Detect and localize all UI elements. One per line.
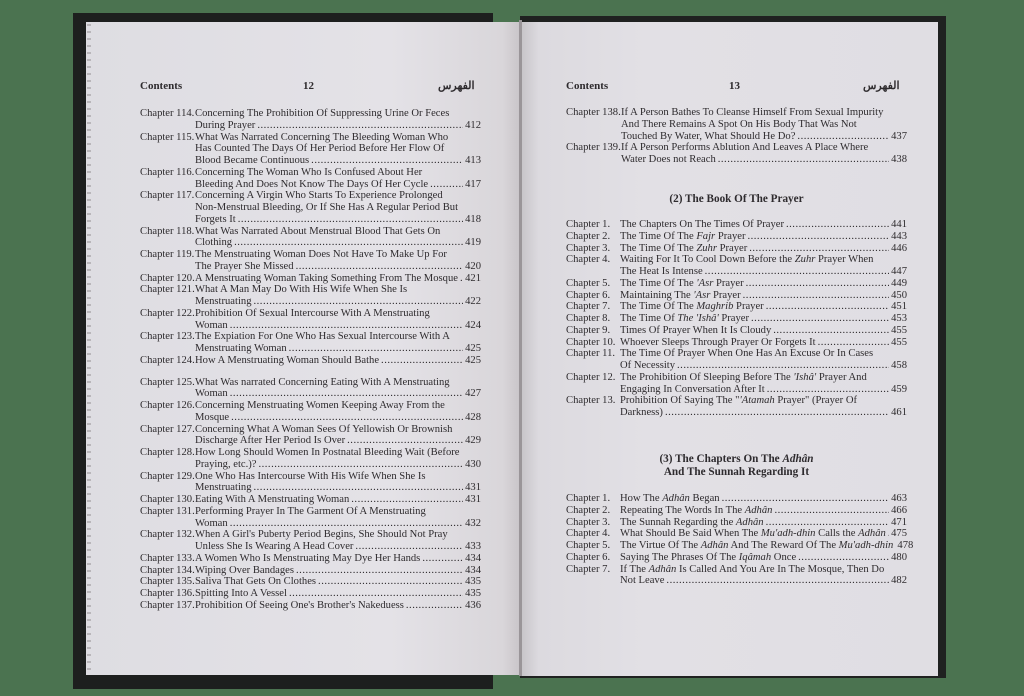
chapter-title-line: What Was Narrated Concerning The Bleeding Woman Who — [195, 131, 449, 143]
chapter-label: Chapter 124. — [140, 354, 195, 366]
toc-entry — [566, 325, 907, 337]
page-number: 420 — [465, 260, 481, 272]
leader-dots — [406, 600, 463, 612]
chapter-label: Chapter 114. — [140, 108, 195, 119]
toc-entry — [566, 254, 907, 278]
chapter-title-line: How A Menstruating Woman Should Bathe — [195, 354, 380, 366]
page-number: 434 — [465, 552, 481, 564]
chapter-label: Chapter 132. — [140, 529, 195, 541]
chapter-label: Chapter 128. — [140, 447, 195, 458]
chapter-label: Chapter 137. — [140, 599, 195, 611]
chapter-title-line: If A Person Bathes To Cleanse Himself From Sexual Impurity — [621, 107, 884, 118]
page-number: 471 — [891, 516, 907, 528]
page-number: 438 — [891, 154, 907, 165]
toc-entry — [140, 167, 481, 191]
page-number: 443 — [891, 230, 907, 242]
toc-entry — [566, 142, 907, 166]
page-number: 429 — [465, 435, 481, 447]
left-toc-list — [140, 108, 481, 612]
leader-dots — [254, 482, 464, 494]
chapter-title-line: The Prohibition Of Sleeping Before The 'Ishâ' Prayer And — [620, 371, 867, 383]
chapter-title-line: How The Adhân Began — [620, 493, 720, 504]
toc-entry — [140, 132, 481, 167]
page-number: 482 — [891, 575, 907, 587]
chapter-label: Chapter 133. — [140, 552, 195, 564]
chapter-title-line: How Long Should Women In Postnatal Bleeding Wait (Before — [195, 447, 460, 458]
toc-entry — [566, 290, 907, 302]
toc-entry — [140, 308, 481, 332]
chapter-label: Chapter 5. — [566, 540, 611, 551]
toc-entry — [140, 424, 481, 448]
leader-dots — [766, 517, 889, 529]
chapter-title-line: Spitting Into A Vessel — [195, 588, 287, 599]
leader-dots — [749, 243, 889, 255]
leader-dots — [746, 278, 889, 290]
right-header-arabic-title: الفهرس — [863, 80, 900, 92]
toc-entry — [140, 108, 481, 132]
chapter-title-line: If A Person Performs Ablution And Leaves A Place Where — [621, 142, 869, 154]
chapter-label: Chapter 116. — [140, 166, 195, 178]
chapter-label: Chapter 118. — [140, 225, 195, 237]
toc-entry — [140, 494, 481, 506]
chapter-title-line: The Prayer She Missed — [195, 260, 294, 272]
chapter-title-line: Saying The Phrases Of The Iqâmah Once — [620, 551, 797, 563]
chapter-label: Chapter 119. — [140, 249, 195, 260]
chapter-title-line: Touched By Water, What Should He Do? — [621, 130, 796, 142]
chapter-label: Chapter 135. — [140, 576, 195, 588]
section3-toc-list — [566, 493, 914, 587]
leader-dots — [422, 553, 463, 565]
page-number: 422 — [465, 296, 481, 307]
chapter-title-line: Performing Prayer In The Garment Of A Menstruating — [195, 505, 426, 517]
page-number: 461 — [891, 407, 907, 418]
leader-dots — [797, 131, 889, 143]
chapter-label: Chapter 3. — [566, 516, 611, 528]
page-number: 413 — [465, 155, 481, 166]
toc-entry — [140, 377, 481, 401]
page-number: 428 — [465, 411, 481, 423]
toc-entry — [140, 553, 481, 565]
toc-entry — [566, 243, 907, 255]
toc-entry — [566, 301, 907, 313]
toc-entry — [140, 355, 481, 367]
toc-entry — [566, 219, 907, 231]
page-number: 458 — [891, 360, 907, 371]
chapter-label: Chapter 131. — [140, 505, 195, 517]
toc-entry — [140, 471, 481, 495]
chapter-title-line: The Time Of Prayer When One Has An Excuse Or In Cases — [620, 348, 874, 360]
chapter-title-line: If The Adhân Is Called And You Are In The Mosque, Then Do — [620, 563, 885, 575]
chapter-title-line: During Prayer — [195, 119, 256, 131]
chapter-title-line: What Should Be Said When The Mu'adh-dhin Calls the Adhân — [620, 528, 886, 540]
leader-dots — [718, 154, 889, 166]
leader-dots — [722, 493, 889, 505]
leader-dots — [230, 320, 463, 332]
chapter-title-line: The Chapters On The Times Of Prayer — [620, 219, 784, 230]
chapter-title-line: Prohibition Of Sexual Intercourse With A Menstruating — [195, 307, 430, 319]
page-number: 466 — [891, 504, 907, 516]
chapter-title-line: Prohibition Of Saying The "'Atamah Prayer" (Prayer Of — [620, 395, 857, 407]
left-header-page-number: 12 — [303, 80, 314, 92]
leader-dots — [666, 575, 889, 587]
leader-dots — [351, 494, 463, 506]
chapter-label: Chapter 7. — [566, 563, 611, 575]
page-number: 451 — [891, 301, 907, 313]
page-number: 455 — [891, 324, 907, 336]
chapter-title-line: Whoever Sleeps Through Prayer Or Forgets It — [620, 336, 816, 348]
chapter-title-line: One Who Has Intercourse With His Wife When She Is — [195, 470, 426, 482]
toc-entry — [566, 278, 907, 290]
leader-dots — [318, 576, 463, 588]
chapter-title-line: The Time Of The Maghrib Prayer — [620, 301, 764, 313]
leader-dots — [238, 214, 463, 226]
chapter-label: Chapter 7. — [566, 301, 611, 313]
chapter-label: Chapter 6. — [566, 551, 611, 563]
leader-dots — [381, 355, 463, 367]
chapter-title-line: A Menstruating Woman Taking Something From The Mosque — [195, 272, 458, 284]
chapter-title-line: Concerning Menstruating Women Keeping Away From the — [195, 400, 445, 411]
toc-entry — [566, 231, 907, 243]
page-edge-binding — [87, 24, 91, 674]
chapter-title-line: The Time Of The 'Ishâ' Prayer — [620, 313, 750, 324]
page-number: 430 — [465, 458, 481, 470]
leader-dots — [798, 552, 889, 564]
section2-toc-list — [566, 219, 907, 419]
leader-dots — [665, 407, 889, 419]
toc-entry — [566, 493, 907, 505]
chapter-label: Chapter 10. — [566, 336, 616, 348]
chapter-label: Chapter 127. — [140, 423, 195, 435]
toc-entry — [140, 529, 481, 553]
chapter-title-line: Menstruating — [195, 296, 252, 307]
chapter-title-line: Woman — [195, 517, 228, 529]
chapter-label: Chapter 125. — [140, 376, 195, 388]
leader-dots — [774, 505, 889, 517]
chapter-title-line: The Time Of The 'Asr Prayer — [620, 277, 744, 289]
chapter-label: Chapter 126. — [140, 400, 195, 411]
chapter-title-line: Darkness) — [620, 407, 663, 418]
chapter-label: Chapter 6. — [566, 289, 611, 301]
chapter-label: Chapter 2. — [566, 504, 611, 516]
chapter-title-line: Bleeding And Does Not Know The Days Of Her Cycle — [195, 178, 429, 190]
chapter-title-line: Woman — [195, 388, 228, 400]
chapter-label: Chapter 138. — [566, 107, 621, 118]
page-number: 480 — [891, 551, 907, 563]
chapter-title-line: Saliva That Gets On Clothes — [195, 576, 317, 588]
chapter-label: Chapter 9. — [566, 324, 611, 336]
page-number: 417 — [465, 178, 481, 190]
leader-dots — [254, 296, 464, 308]
toc-entry — [140, 447, 481, 471]
leader-dots — [705, 266, 889, 278]
toc-entry — [566, 372, 907, 396]
chapter-label: Chapter 120. — [140, 272, 195, 284]
chapter-title-line: Wiping Over Bandages — [195, 564, 295, 576]
left-header-arabic-title: الفهرس — [438, 80, 475, 92]
toc-entry — [140, 588, 481, 600]
toc-entry — [566, 517, 907, 529]
chapter-label: Chapter 129. — [140, 470, 195, 482]
book-gutter — [519, 20, 522, 676]
chapter-label: Chapter 130. — [140, 494, 195, 505]
section-title-line2: And The Sunnah Regarding It — [663, 466, 810, 478]
chapter-title-line: Woman — [195, 319, 228, 331]
page-number: 424 — [465, 319, 481, 331]
leader-dots — [257, 120, 463, 132]
leader-dots — [460, 273, 463, 285]
leader-dots — [296, 261, 463, 273]
toc-entry — [140, 284, 481, 308]
chapter-title-line: The Heat Is Intense — [620, 266, 703, 277]
toc-entry — [566, 505, 907, 517]
chapter-label: Chapter 8. — [566, 313, 611, 324]
toc-entry — [140, 249, 481, 273]
chapter-title-line: The Virtue Of The Adhân And The Reward Of The Mu'adh-dhin — [620, 540, 894, 551]
chapter-title-line: Menstruating — [195, 482, 252, 494]
chapter-label: Chapter 134. — [140, 564, 195, 576]
chapter-title-line: Waiting For It To Cool Down Before the Zuhr Prayer When — [620, 254, 874, 266]
chapter-title-line: The Expiation For One Who Has Sexual Intercourse With A — [195, 331, 450, 343]
toc-entry — [140, 190, 481, 225]
leader-dots — [296, 565, 463, 577]
page-number: 412 — [465, 119, 481, 131]
chapter-title-line: Forgets It — [195, 213, 236, 225]
chapter-title-line: What A Man May Do With His Wife When She Is — [195, 284, 408, 296]
toc-entry — [566, 552, 907, 564]
leader-dots — [743, 290, 889, 302]
page-number: 431 — [465, 482, 481, 494]
page-number: 434 — [465, 564, 481, 576]
page-number: 475 — [891, 528, 907, 540]
chapter-label: Chapter 1. — [566, 493, 611, 504]
leader-dots — [786, 219, 889, 231]
chapter-label: Chapter 13. — [566, 395, 616, 407]
page-number: 433 — [465, 541, 481, 552]
leader-dots — [430, 179, 463, 191]
toc-entry — [566, 313, 907, 325]
chapter-label: Chapter 139. — [566, 142, 621, 154]
chapter-label: Chapter 11. — [566, 348, 616, 360]
leader-dots — [234, 237, 463, 249]
right-toc-carryover — [566, 107, 907, 166]
leader-dots — [289, 343, 463, 355]
leader-dots — [751, 313, 889, 325]
chapter-title-line: Unless She Is Wearing A Head Cover — [195, 541, 354, 552]
chapter-label: Chapter 115. — [140, 131, 195, 143]
section-title-adhan — [566, 453, 907, 479]
chapter-label: Chapter 2. — [566, 230, 611, 242]
chapter-title-line: The Time Of The Fajr Prayer — [620, 230, 746, 242]
chapter-title-line: Maintaining The 'Asr Prayer — [620, 289, 741, 301]
chapter-title-line: Clothing — [195, 237, 233, 249]
page-number: 463 — [891, 493, 907, 504]
page-number: 447 — [891, 266, 907, 277]
page-number: 441 — [891, 219, 907, 230]
chapter-title-line: Blood Became Continuous — [195, 155, 310, 166]
chapter-label: Chapter 5. — [566, 277, 611, 289]
leader-dots — [677, 360, 889, 372]
chapter-label: Chapter 12. — [566, 371, 616, 383]
toc-entry — [566, 348, 907, 372]
toc-entry — [140, 565, 481, 577]
page-number: 419 — [465, 237, 481, 249]
spacer — [140, 367, 481, 377]
leader-dots — [230, 518, 463, 530]
page-number: 421 — [465, 272, 481, 284]
leader-dots — [888, 528, 889, 540]
page-number: 459 — [891, 383, 907, 395]
page-number: 455 — [891, 336, 907, 348]
chapter-title-line: When A Girl's Puberty Period Begins, She Should Not Pray — [195, 529, 448, 541]
chapter-title-line: A Women Who Is Menstruating May Dye Her Hands — [195, 552, 421, 564]
page-number: 418 — [465, 213, 481, 225]
chapter-title-line: Concerning The Woman Who Is Confused About Her — [195, 166, 423, 178]
chapter-label: Chapter 4. — [566, 528, 611, 540]
chapter-title-line: What Was narrated Concerning Eating With A Menstruating — [195, 376, 450, 388]
chapter-title-line: Concerning A Virgin Who Starts To Experience Prolonged — [195, 190, 443, 202]
chapter-title-line: Concerning What A Woman Sees Of Yellowish Or Brownish — [195, 423, 453, 435]
page-number: 446 — [891, 242, 907, 254]
leader-dots — [747, 231, 889, 243]
chapter-title-line: Of Necessity — [620, 360, 676, 371]
leader-dots — [773, 325, 889, 337]
page-number: 436 — [465, 599, 481, 611]
chapter-title-line: Non-Menstrual Bleeding, Or If She Has A Regular Period But — [195, 202, 459, 213]
leader-dots — [767, 384, 889, 396]
page-number: 435 — [465, 576, 481, 588]
toc-entry — [140, 273, 481, 285]
leader-dots — [230, 388, 463, 400]
chapter-title-line: Has Counted The Days Of Her Period Before Her Flow Of — [195, 143, 445, 155]
chapter-title-line: Repeating The Words In The Adhân — [620, 504, 773, 516]
page-number: 453 — [891, 313, 907, 324]
toc-entry — [140, 506, 481, 530]
toc-entry — [140, 400, 481, 424]
chapter-title-line: Prohibition Of Seeing One's Brother's Nakeduess — [195, 599, 404, 611]
toc-entry — [140, 331, 481, 355]
page-number: 425 — [465, 343, 481, 354]
toc-entry — [566, 395, 907, 419]
section-title-book-of-prayer: (2) The Book Of The Prayer — [669, 193, 804, 205]
toc-entry — [566, 528, 907, 540]
chapter-title-line: Menstruating Woman — [195, 343, 287, 354]
chapter-label: Chapter 4. — [566, 254, 611, 266]
toc-entry — [566, 337, 907, 349]
toc-entry — [566, 107, 907, 142]
chapter-label: Chapter 121. — [140, 284, 195, 296]
chapter-title-line: Concerning The Prohibition Of Suppressing Urine Or Feces — [195, 108, 450, 119]
chapter-label: Chapter 123. — [140, 331, 195, 343]
leader-dots — [347, 435, 463, 447]
section-title-line1: (3) The Chapters On The Adhân — [659, 453, 814, 465]
chapter-title-line: The Menstruating Woman Does Not Have To Make Up For — [195, 249, 447, 260]
chapter-title-line: The Sunnah Regarding the Adhân — [620, 516, 764, 528]
chapter-label: Chapter 117. — [140, 190, 195, 202]
chapter-title-line: Mosque — [195, 411, 230, 423]
leader-dots — [818, 337, 889, 349]
page-number: 437 — [891, 130, 907, 142]
leader-dots — [311, 155, 463, 167]
page-number: 478 — [897, 540, 914, 551]
chapter-title-line: The Time Of The Zuhr Prayer — [620, 242, 748, 254]
leader-dots — [766, 301, 889, 313]
chapter-title-line: What Was Narrated About Menstrual Blood That Gets On — [195, 225, 441, 237]
leader-dots — [231, 412, 463, 424]
chapter-title-line: Water Does not Reach — [621, 154, 716, 165]
page-number: 432 — [465, 517, 481, 529]
leader-dots — [355, 541, 463, 553]
chapter-title-line: And There Remains A Spot On His Body That Was Not — [621, 118, 857, 130]
chapter-title-line: Discharge After Her Period Is Over — [195, 435, 346, 447]
chapter-label: Chapter 3. — [566, 242, 611, 254]
page-number: 435 — [465, 588, 481, 599]
chapter-label: Chapter 1. — [566, 219, 611, 230]
page-number: 450 — [891, 289, 907, 301]
leader-dots — [289, 588, 463, 600]
toc-entry — [140, 226, 481, 250]
toc-entry — [566, 564, 907, 588]
chapter-title-line: Times Of Prayer When It Is Cloudy — [620, 324, 772, 336]
chapter-label: Chapter 122. — [140, 307, 195, 319]
chapter-label: Chapter 136. — [140, 588, 195, 599]
page-number: 449 — [891, 277, 907, 289]
leader-dots — [258, 459, 463, 471]
chapter-title-line: Praying, etc.)? — [195, 458, 257, 470]
page-number: 425 — [465, 354, 481, 366]
toc-entry — [566, 540, 914, 552]
right-header-page-number: 13 — [729, 80, 740, 92]
chapter-title-line: Not Leave — [620, 575, 665, 587]
page-number: 427 — [465, 388, 481, 400]
left-header-title: Contents — [140, 80, 183, 92]
toc-entry — [140, 576, 481, 588]
page-number: 431 — [465, 494, 481, 505]
right-header-title: Contents — [566, 80, 609, 92]
chapter-title-line: Eating With A Menstruating Woman — [195, 494, 350, 505]
toc-entry — [140, 600, 481, 612]
chapter-title-line: Engaging In Conversation After It — [620, 383, 765, 395]
